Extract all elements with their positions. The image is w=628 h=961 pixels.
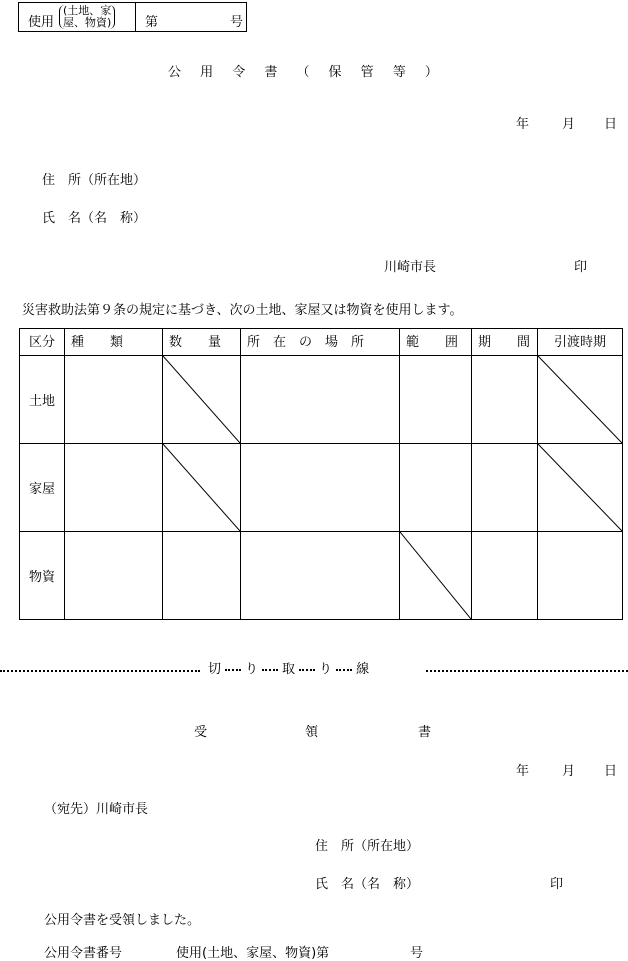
cell-handover bbox=[538, 532, 623, 620]
cell-location bbox=[241, 444, 400, 532]
cut-line-char: 取 bbox=[282, 662, 296, 677]
cut-line-char: り bbox=[319, 662, 333, 677]
number-box-divider bbox=[135, 3, 136, 31]
table-header-row bbox=[20, 329, 623, 356]
order-title-char: 書 bbox=[264, 65, 278, 80]
header-location: 所 在 の 場 所 bbox=[247, 334, 365, 350]
order-title-char: 等 bbox=[392, 65, 406, 80]
cut-line-char: 切 bbox=[208, 662, 222, 677]
receipt-date-day: 日 bbox=[604, 764, 618, 779]
order-title-char: ） bbox=[424, 65, 438, 80]
receipt-ref-value: 使用(土地、家屋、物資)第 bbox=[176, 946, 330, 961]
order-date-year: 年 bbox=[516, 117, 530, 132]
cell-type bbox=[65, 444, 163, 532]
slash-mark bbox=[538, 444, 622, 531]
cell-quantity bbox=[163, 356, 241, 444]
receipt-date-month: 月 bbox=[562, 764, 576, 779]
table-row bbox=[20, 356, 623, 444]
cell-type bbox=[65, 356, 163, 444]
receipt-title-char: 書 bbox=[418, 725, 432, 740]
number-dai-label: 第 bbox=[145, 15, 159, 30]
receipt-title-char: 領 bbox=[305, 725, 319, 740]
header-type: 種 類 bbox=[71, 334, 124, 350]
row-category: 物資 bbox=[20, 532, 65, 620]
receipt-name-label: 氏 名（名 称） bbox=[315, 877, 420, 892]
cell-period bbox=[472, 356, 538, 444]
receipt-ref-label: 公用令書番号 bbox=[44, 946, 123, 961]
order-title-char: 令 bbox=[232, 65, 246, 80]
cell-period bbox=[472, 532, 538, 620]
order-date-month: 月 bbox=[562, 117, 576, 132]
cell-location bbox=[241, 532, 400, 620]
use-label: 使用 bbox=[28, 15, 55, 30]
row-category: 家屋 bbox=[20, 444, 65, 532]
receipt-date-year: 年 bbox=[516, 764, 530, 779]
cell-quantity bbox=[163, 532, 241, 620]
cut-line-dots-left bbox=[0, 670, 200, 672]
receipt-address-label: 住 所（所在地） bbox=[315, 839, 420, 854]
cut-line-dots bbox=[262, 669, 278, 671]
order-title bbox=[168, 66, 438, 79]
cut-line bbox=[0, 662, 628, 682]
order-title-char: 保 bbox=[328, 65, 342, 80]
requisition-table bbox=[19, 328, 623, 620]
cut-line-dots bbox=[225, 669, 241, 671]
order-issuer: 川崎市長 bbox=[384, 260, 437, 275]
use-options: (土地、家 屋、物資) bbox=[59, 5, 115, 29]
receipt-title-char: 受 bbox=[194, 725, 208, 740]
order-address-label: 住 所（所在地） bbox=[42, 173, 147, 188]
row-category: 土地 bbox=[20, 356, 65, 444]
order-date-day: 日 bbox=[604, 117, 618, 132]
cell-period bbox=[472, 444, 538, 532]
table-row bbox=[20, 532, 623, 620]
cell-handover bbox=[538, 444, 623, 532]
cell-quantity bbox=[163, 444, 241, 532]
slash-mark bbox=[163, 444, 240, 531]
order-title-char: 公 bbox=[168, 65, 182, 80]
order-number-box bbox=[18, 2, 247, 32]
order-statement: 災害救助法第９条の規定に基づき、次の土地、家屋又は物資を使用します。 bbox=[22, 303, 463, 318]
receipt-seal: 印 bbox=[550, 877, 564, 892]
cell-range bbox=[400, 444, 472, 532]
cut-line-text bbox=[208, 663, 369, 676]
header-quantity: 数 量 bbox=[169, 334, 222, 350]
order-seal: 印 bbox=[574, 260, 588, 275]
slash-mark bbox=[163, 356, 240, 443]
cut-line-dots bbox=[336, 669, 352, 671]
header-category: 区分 bbox=[28, 334, 55, 350]
order-title-char: （ bbox=[296, 65, 310, 80]
order-name-label: 氏 名（名 称） bbox=[42, 211, 147, 226]
order-title-char: 用 bbox=[200, 65, 214, 80]
cut-line-char: り bbox=[245, 662, 259, 677]
header-period: 期 間 bbox=[478, 334, 531, 350]
cut-line-dots bbox=[299, 669, 315, 671]
header-range: 範 囲 bbox=[406, 334, 459, 350]
receipt-statement: 公用令書を受領しました。 bbox=[44, 913, 201, 928]
header-handover: 引渡時期 bbox=[553, 334, 606, 350]
slash-mark bbox=[538, 356, 622, 443]
slash-mark bbox=[400, 532, 471, 619]
cell-range bbox=[400, 532, 472, 620]
number-go-label: 号 bbox=[230, 15, 244, 30]
receipt-ref-go: 号 bbox=[410, 946, 424, 961]
cut-line-char: 線 bbox=[356, 662, 370, 677]
table-row bbox=[20, 444, 623, 532]
order-title-char: 管 bbox=[360, 65, 374, 80]
cell-range bbox=[400, 356, 472, 444]
cell-type bbox=[65, 532, 163, 620]
cut-line-dots-right bbox=[426, 670, 628, 672]
receipt-addressee: （宛先）川崎市長 bbox=[44, 802, 149, 817]
cell-location bbox=[241, 356, 400, 444]
cell-handover bbox=[538, 356, 623, 444]
